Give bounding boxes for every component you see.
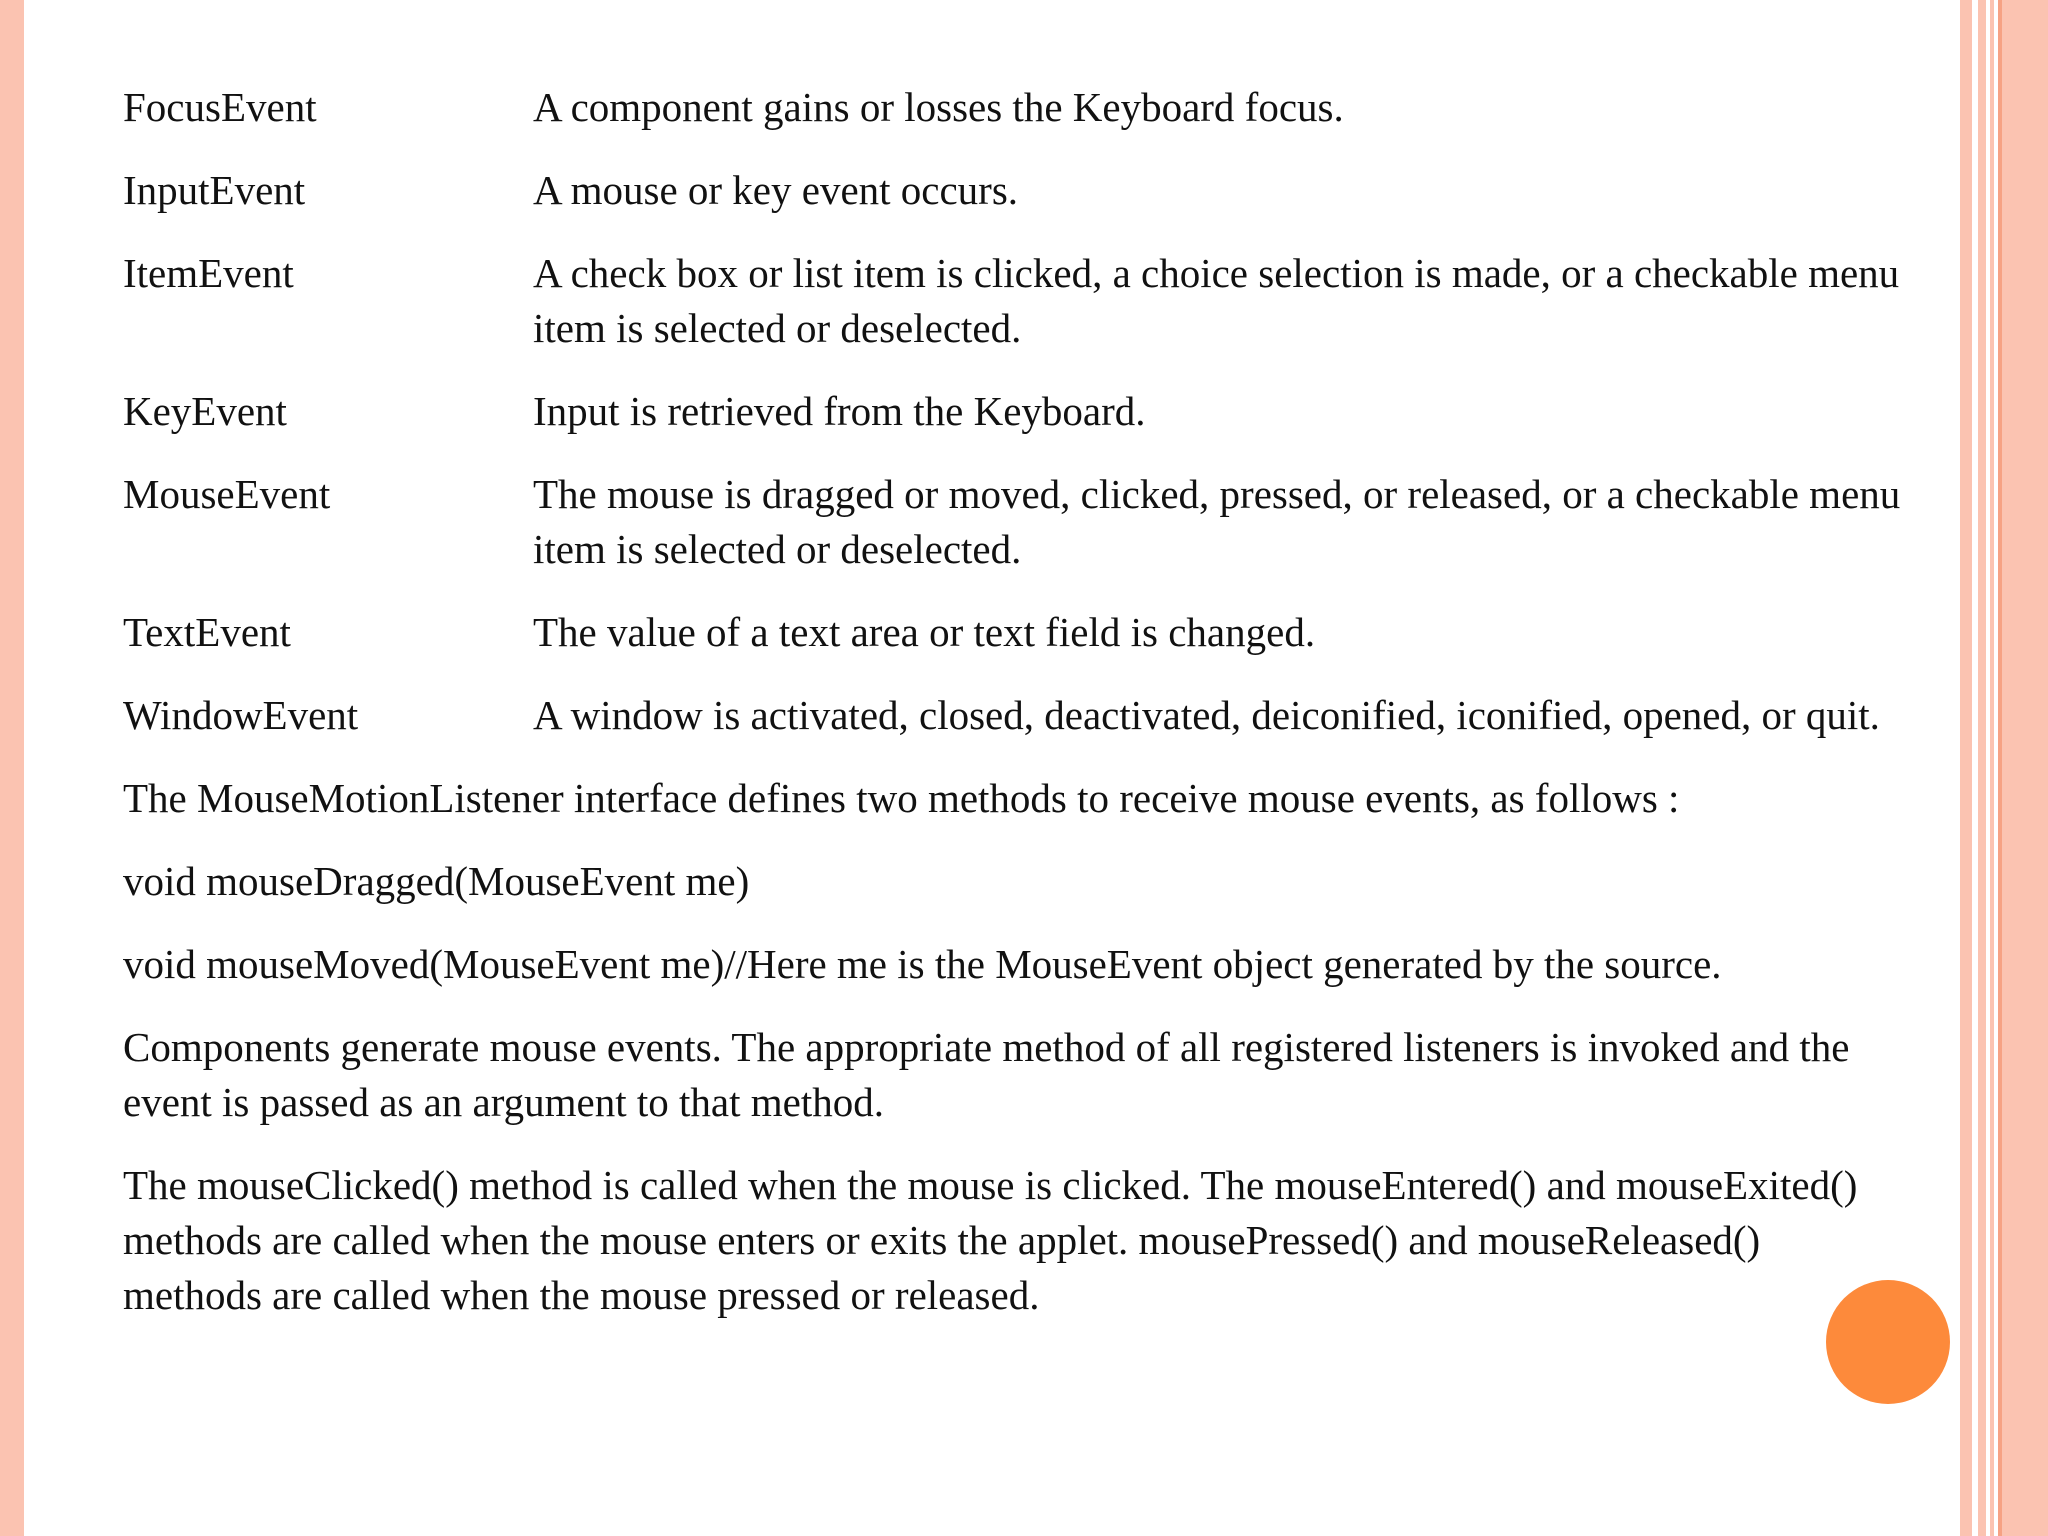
event-row (123, 80, 1903, 135)
event-name: FocusEvent (123, 84, 317, 130)
event-name: MouseEvent (123, 471, 331, 517)
right-border-decoration (1960, 0, 2048, 1536)
event-name: TextEvent (123, 609, 291, 655)
event-description: A mouse or key event occurs. (533, 167, 1019, 213)
event-row (123, 384, 1903, 439)
slide-content (123, 80, 1903, 1351)
event-description: The value of a text area or text field is changed. (533, 609, 1316, 655)
event-name: WindowEvent (123, 692, 359, 738)
event-name: InputEvent (123, 167, 306, 213)
paragraph-mouseclicked: The mouseClicked() method is called when the mouse is clicked. The mouseEntered() and mouseExited() methods are called when the mouse enters or exits the applet. mousePressed() and mouseReleased() methods are called when the mouse pressed or released. (123, 1162, 1858, 1318)
event-description: A window is activated, closed, deactivated, deiconified, iconified, opened, or quit. (533, 692, 1880, 738)
event-description: The mouse is dragged or moved, clicked, pressed, or released, or a checkable menu item is selected or deselected. (533, 471, 1901, 572)
event-row (123, 605, 1903, 660)
event-name: KeyEvent (123, 388, 287, 434)
paragraph-mousemotionlistener: The MouseMotionListener interface defines two methods to receive mouse events, as follows : (123, 775, 1680, 821)
event-description: Input is retrieved from the Keyboard. (533, 388, 1146, 434)
code-line-mousemoved: void mouseMoved(MouseEvent me)//Here me is the MouseEvent object generated by the source. (123, 941, 1722, 987)
event-table (123, 80, 1903, 743)
left-border-decoration (0, 0, 24, 1536)
event-row (123, 467, 1903, 577)
event-name: ItemEvent (123, 250, 294, 296)
event-row (123, 246, 1903, 356)
paragraph-components: Components generate mouse events. The appropriate method of all registered listeners is invoked and the event is passed as an argument to that method. (123, 1024, 1850, 1125)
event-row (123, 688, 1903, 743)
orange-circle-decoration (1826, 1280, 1950, 1404)
code-line-mousedragged: void mouseDragged(MouseEvent me) (123, 858, 750, 904)
event-description: A component gains or losses the Keyboard focus. (533, 84, 1344, 130)
event-row (123, 163, 1903, 218)
event-description: A check box or list item is clicked, a choice selection is made, or a checkable menu item is selected or deselected. (533, 250, 1900, 351)
